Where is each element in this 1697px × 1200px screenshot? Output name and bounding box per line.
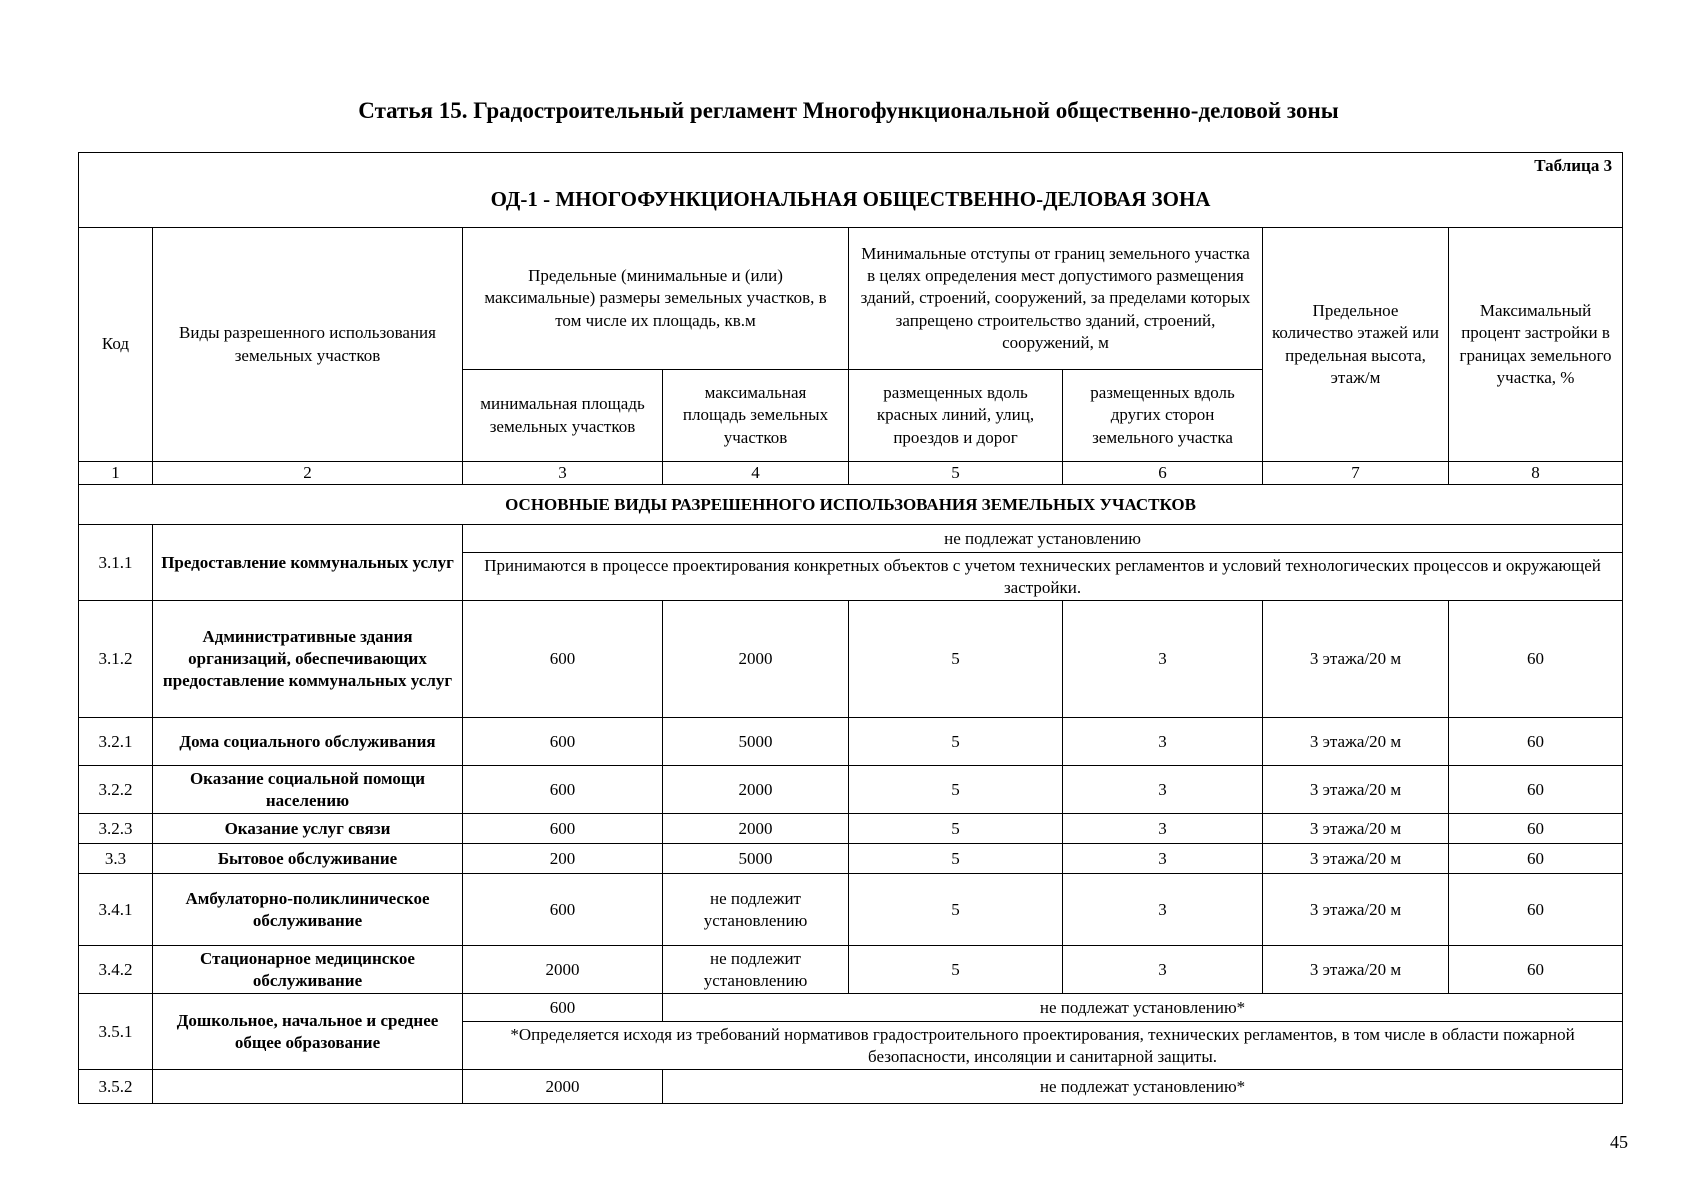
column-number: 2	[153, 462, 463, 485]
row-floors: 3 этажа/20 м	[1263, 601, 1449, 718]
row-floors: 3 этажа/20 м	[1263, 814, 1449, 844]
regulation-table	[78, 152, 1623, 1104]
header-floors: Предельное количество этажей или предельная высота, этаж/м	[1263, 228, 1449, 462]
row-use-name: Стационарное медицинское обслуживание	[153, 946, 463, 994]
row-use-name: Оказание услуг связи	[153, 814, 463, 844]
header-min-area: минимальная площадь земельных участков	[463, 370, 663, 462]
page-title: Статья 15. Градостроительный регламент Многофункциональной общественно-деловой зоны	[358, 98, 1339, 123]
row-code: 3.3	[79, 844, 153, 874]
row-code: 3.1.1	[79, 525, 153, 601]
row-use-name: Бытовое обслуживание	[153, 844, 463, 874]
row-min-area: 600	[463, 994, 663, 1022]
table-row	[79, 766, 1623, 814]
column-number-row	[79, 462, 1623, 485]
row-code: 3.4.2	[79, 946, 153, 994]
row-floors: 3 этажа/20 м	[1263, 844, 1449, 874]
row-setback-other: 3	[1063, 814, 1263, 844]
row-use-name: Оказание социальной помощи населению	[153, 766, 463, 814]
header-code: Код	[79, 228, 153, 462]
row-use-name: Дома социального обслуживания	[153, 718, 463, 766]
row-min-area: 600	[463, 718, 663, 766]
table-row	[79, 874, 1623, 946]
column-number: 8	[1449, 462, 1623, 485]
row-code: 3.4.1	[79, 874, 153, 946]
row-min-area: 600	[463, 874, 663, 946]
header-setback-red: размещенных вдоль красных линий, улиц, проездов и дорог	[849, 370, 1063, 462]
row-use-name	[153, 1070, 463, 1104]
row-setback-red: 5	[849, 601, 1063, 718]
column-number: 4	[663, 462, 849, 485]
row-not-set: не подлежат установлению	[463, 525, 1623, 553]
row-max-area: 5000	[663, 718, 849, 766]
table-row	[79, 844, 1623, 874]
row-setback-red: 5	[849, 718, 1063, 766]
row-coverage: 60	[1449, 874, 1623, 946]
row-setback-other: 3	[1063, 874, 1263, 946]
row-setback-other: 3	[1063, 844, 1263, 874]
row-use-name: Предоставление коммунальных услуг	[153, 525, 463, 601]
row-setback-red: 5	[849, 766, 1063, 814]
row-coverage: 60	[1449, 718, 1623, 766]
zone-title: ОД-1 - МНОГОФУНКЦИОНАЛЬНАЯ ОБЩЕСТВЕННО-ДЕЛОВАЯ ЗОНА	[490, 187, 1211, 212]
section-title: ОСНОВНЫЕ ВИДЫ РАЗРЕШЕННОГО ИСПОЛЬЗОВАНИЯ ЗЕМЕЛЬНЫХ УЧАСТКОВ	[79, 485, 1623, 525]
row-floors: 3 этажа/20 м	[1263, 874, 1449, 946]
row-setback-other: 3	[1063, 766, 1263, 814]
row-code: 3.5.2	[79, 1070, 153, 1104]
row-min-area: 200	[463, 844, 663, 874]
row-max-area: 2000	[663, 766, 849, 814]
row-code: 3.2.2	[79, 766, 153, 814]
row-use-name: Амбулаторно-поликлиническое обслуживание	[153, 874, 463, 946]
zone-header	[79, 153, 1623, 228]
row-coverage: 60	[1449, 766, 1623, 814]
row-code: 3.2.1	[79, 718, 153, 766]
page-number: 45	[1610, 1132, 1628, 1152]
table-number: Таблица 3	[1534, 156, 1613, 175]
row-setback-red: 5	[849, 946, 1063, 994]
header-coverage: Максимальный процент застройки в границах земельного участка, %	[1449, 228, 1623, 462]
table-row	[79, 1070, 1623, 1104]
column-number: 5	[849, 462, 1063, 485]
row-floors: 3 этажа/20 м	[1263, 946, 1449, 994]
column-number: 3	[463, 462, 663, 485]
row-coverage: 60	[1449, 814, 1623, 844]
row-max-area: 2000	[663, 814, 849, 844]
table-row	[79, 601, 1623, 718]
row-note: *Определяется исходя из требований нормативов градостроительного проектирования, технических регламентов, в том числе в области пожарной безопасности, инсоляции и санитарной защиты.	[463, 1022, 1623, 1070]
row-code: 3.5.1	[79, 994, 153, 1070]
row-use-name: Административные здания организаций, обеспечивающих предоставление коммунальных услуг	[153, 601, 463, 718]
header-setbacks: Минимальные отступы от границ земельного участка в целях определения мест допустимого размещения зданий, строений, сооружений, за пределами которых запрещено строительство зданий, строений, сооружений, м	[849, 228, 1263, 370]
row-use-name: Дошкольное, начальное и среднее общее образование	[153, 994, 463, 1070]
row-max-area: не подлежит установлению	[663, 874, 849, 946]
row-min-area: 600	[463, 814, 663, 844]
row-floors: 3 этажа/20 м	[1263, 718, 1449, 766]
row-min-area: 2000	[463, 946, 663, 994]
table-row	[79, 994, 1623, 1022]
row-max-area: 5000	[663, 844, 849, 874]
row-coverage: 60	[1449, 844, 1623, 874]
row-note: Принимаются в процессе проектирования конкретных объектов с учетом технических регламентов и условий технологических процессов и окружающей застройки.	[463, 553, 1623, 601]
row-setback-red: 5	[849, 844, 1063, 874]
column-number: 7	[1263, 462, 1449, 485]
table-row	[79, 525, 1623, 553]
table-row	[79, 718, 1623, 766]
header-use: Виды разрешенного использования земельных участков	[153, 228, 463, 462]
row-setback-other: 3	[1063, 718, 1263, 766]
header-setback-other: размещенных вдоль других сторон земельного участка	[1063, 370, 1263, 462]
row-not-set: не подлежат установлению*	[663, 994, 1623, 1022]
row-setback-other: 3	[1063, 601, 1263, 718]
table-row	[79, 814, 1623, 844]
row-max-area: 2000	[663, 601, 849, 718]
row-min-area: 600	[463, 601, 663, 718]
table-row	[79, 946, 1623, 994]
row-coverage: 60	[1449, 601, 1623, 718]
row-code: 3.2.3	[79, 814, 153, 844]
column-number: 1	[79, 462, 153, 485]
row-floors: 3 этажа/20 м	[1263, 766, 1449, 814]
row-min-area: 600	[463, 766, 663, 814]
row-setback-red: 5	[849, 814, 1063, 844]
row-setback-other: 3	[1063, 946, 1263, 994]
row-coverage: 60	[1449, 946, 1623, 994]
header-sizes: Предельные (минимальные и (или) максимальные) размеры земельных участков, в том числе их площадь, кв.м	[463, 228, 849, 370]
row-setback-red: 5	[849, 874, 1063, 946]
column-number: 6	[1063, 462, 1263, 485]
row-max-area: не подлежит установлению	[663, 946, 849, 994]
row-min-area: 2000	[463, 1070, 663, 1104]
header-max-area: максимальная площадь земельных участков	[663, 370, 849, 462]
row-not-set: не подлежат установлению*	[663, 1070, 1623, 1104]
row-code: 3.1.2	[79, 601, 153, 718]
